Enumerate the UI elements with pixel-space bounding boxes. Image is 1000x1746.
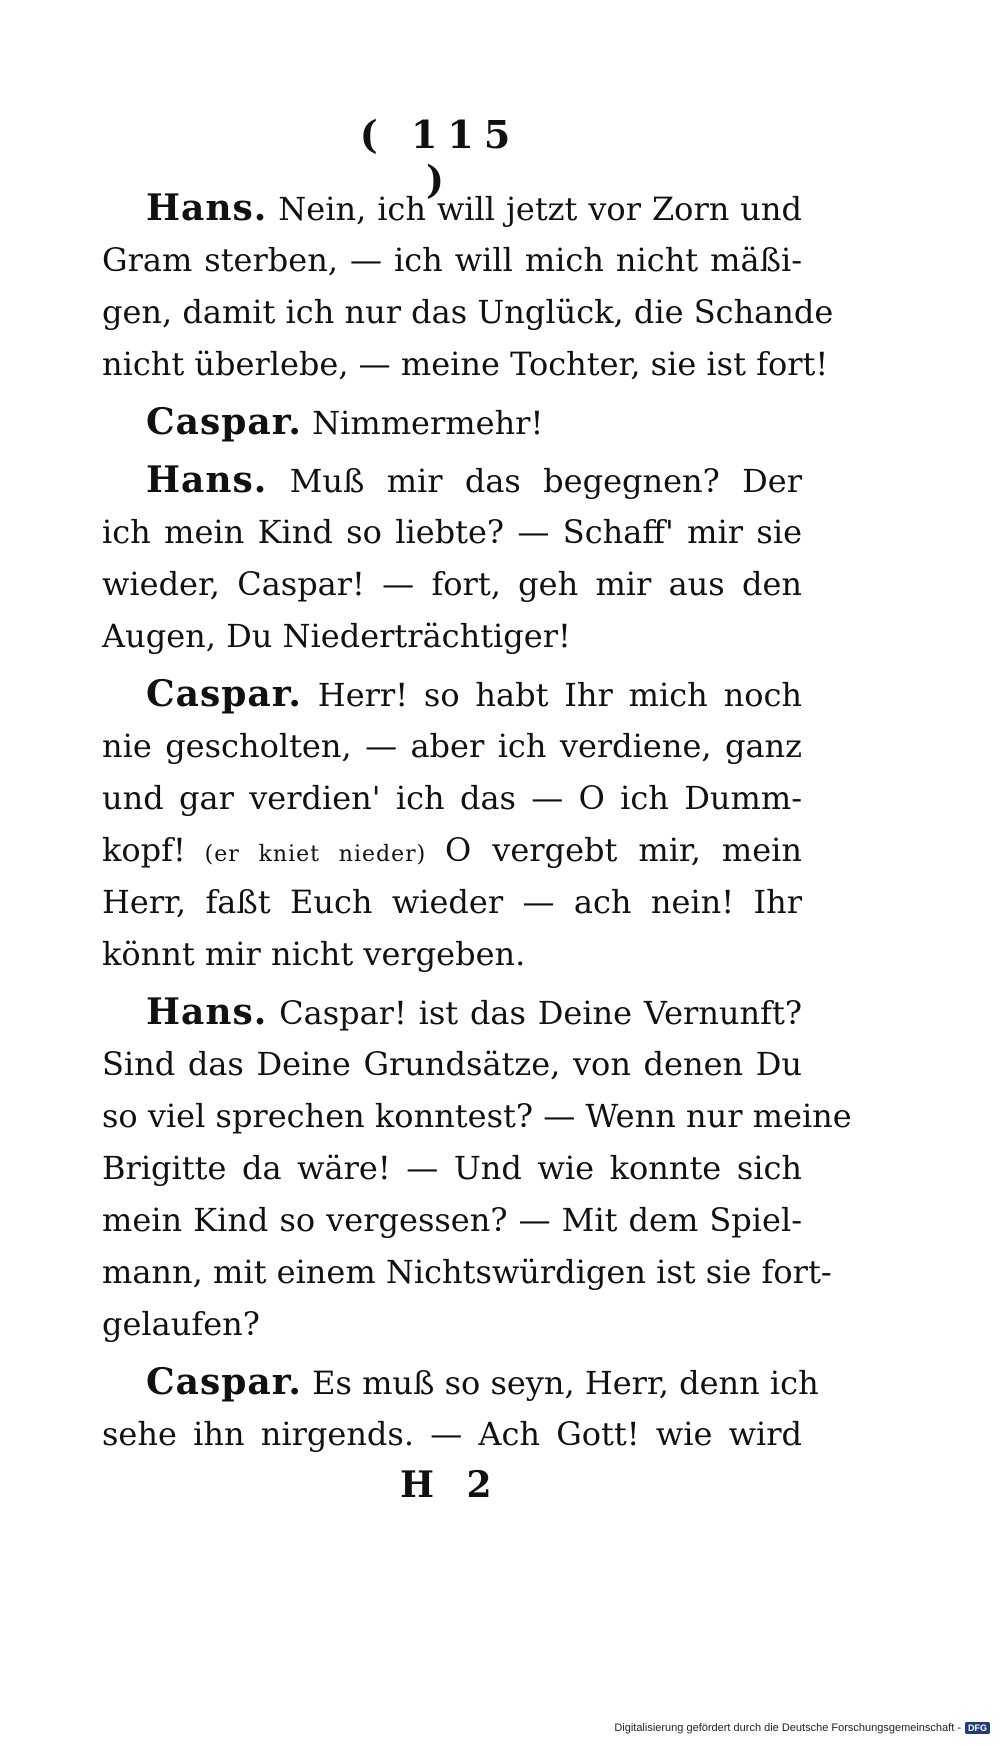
speaker-name: Hans. [146,991,268,1033]
text-line: wieder, Caspar! — fort, geh mir aus den [102,565,802,603]
line-text: Nein, ich will jetzt vor Zorn und [267,190,802,228]
text-line [102,182,802,234]
text-line: gelaufen? [102,1305,260,1343]
text-line: nie gescholten, — aber ich verdiene, ganz [102,727,802,765]
text-line [102,1356,819,1408]
text-line [102,986,802,1038]
text-line: Sind das Deine Grundsätze, von denen Du [102,1045,802,1083]
speech [102,668,802,980]
line-text: kopf! [102,831,186,869]
text-line: und gar verdien' ich das — O ich Dumm- [102,779,802,817]
speech [102,396,802,448]
text-line: so viel sprechen konntest? — Wenn nur meine [102,1097,852,1135]
line-text: Herr! so habt Ihr mich noch [301,676,802,714]
speaker-name: Hans. [146,459,268,501]
speech [102,986,852,1350]
speaker-name: Caspar. [146,401,302,443]
line-text: Muß mir das begegnen? Der [267,462,802,500]
text-line: könnt mir nicht vergeben. [102,935,526,973]
text-line [102,668,802,720]
text-line: Herr, faßt Euch wieder — ach nein! Ihr [102,883,802,921]
text-line: mann, mit einem Nichtswürdigen ist sie fort- [102,1253,832,1291]
text-line: Brigitte da wäre! — Und wie konnte sich [102,1149,802,1187]
speaker-name: Caspar. [146,673,302,715]
text-line: gen, damit ich nur das Unglück, die Schande [102,293,834,331]
text-block [102,182,852,1466]
text-line [102,824,802,876]
text-line: ich mein Kind so liebte? — Schaff' mir sie [102,513,802,551]
line-text: Caspar! ist das Deine Vernunft? [267,994,802,1032]
page-number: ( 115 ) [359,112,521,202]
speech [102,454,802,662]
speech [102,182,834,390]
text-line: nicht überlebe, — meine Tochter, sie ist fort! [102,345,829,383]
line-text: Es muß so seyn, Herr, denn ich [301,1364,819,1402]
line-text: Nimmermehr! [301,404,544,442]
speaker-name: Caspar. [146,1361,302,1403]
digitization-footer [614,1722,990,1734]
text-line [102,396,802,448]
text-line [102,454,802,506]
text-line: mein Kind so vergessen? — Mit dem Spiel- [102,1201,802,1239]
text-line: Gram sterben, — ich will mich nicht mäßi- [102,241,802,279]
speech [102,1356,819,1460]
stage-direction: (er kniet nieder) [185,842,446,867]
signature-mark: H 2 [400,1464,502,1506]
text-line: Augen, Du Niederträchtiger! [102,617,571,655]
footer-text: Digitalisierung gefördert durch die Deutsche Forschungsgemeinschaft - [614,1722,961,1734]
line-text: O vergebt mir, mein [445,831,802,869]
text-line: sehe ihn nirgends. — Ach Gott! wie wird [102,1415,802,1453]
dfg-logo-icon: DFG [965,1722,990,1734]
speaker-name: Hans. [146,187,268,229]
